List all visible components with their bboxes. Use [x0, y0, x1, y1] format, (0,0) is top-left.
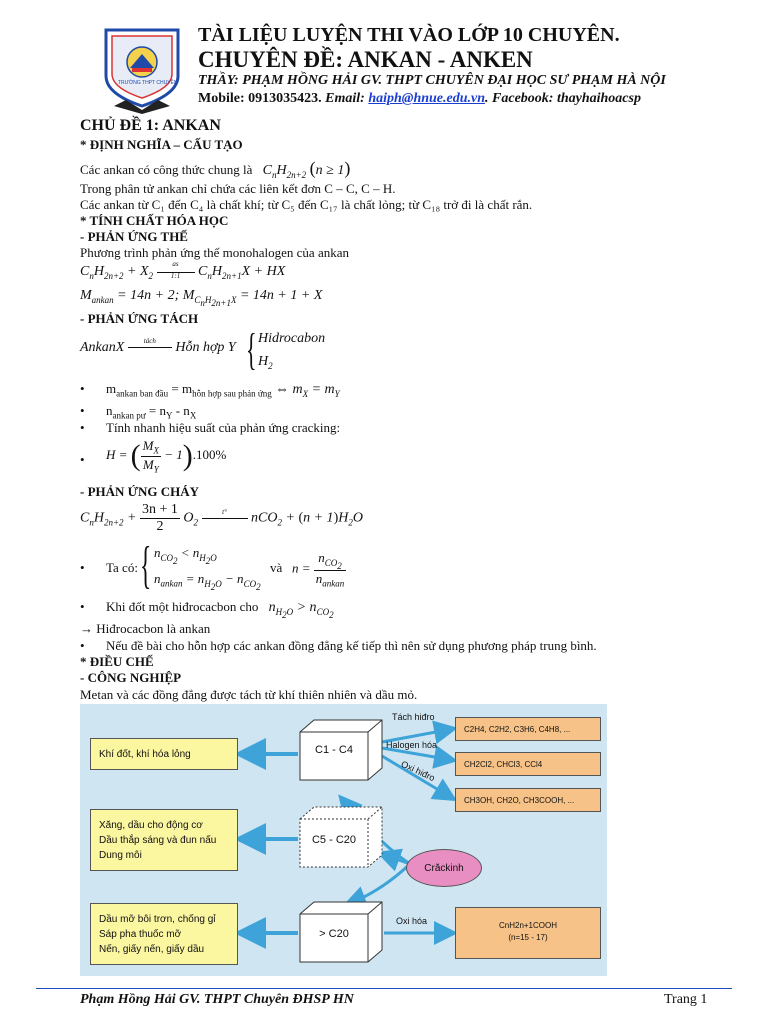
right-box-acids [455, 907, 601, 959]
label-halogenation: Halogen hóa [386, 740, 438, 750]
email-link[interactable]: haiph@hnue.edu.vn [368, 91, 486, 106]
right-box-acids-line2: (n=15 - 17) [508, 933, 548, 942]
combustion-condition: Khi đốt một hiđrocacbon cho $n_{H_2O} > n_{CO_2}$ [106, 599, 334, 620]
bullet-5-dot: • [80, 560, 85, 575]
right-box-acids-line1: CnH2n+1COOH [498, 921, 558, 930]
va-text: và [270, 560, 283, 575]
left-box-fuel-line1: Xăng, dầu cho động cơ [99, 820, 203, 831]
school-logo [100, 24, 184, 114]
product-h2: $H_2$ [258, 354, 273, 371]
page-number: Trang 1 [664, 992, 708, 1007]
general-formula: $C_nH_{2n+2}$ (n ≥ 1) [255, 158, 351, 180]
right-box-oxygenates [455, 788, 601, 812]
facebook-text: . Facebook: thayhaihoacsp [485, 91, 641, 106]
teacher-line: THẦY: PHẠM HỒNG HẢI GV. THPT CHUYÊN ĐẠI HỌC SƯ PHẠM HÀ NỘI [198, 73, 666, 88]
doc-subtitle: CHUYÊN ĐỀ: ANKAN - ANKEN [198, 47, 533, 72]
chapter-heading: CHỦ ĐỀ 1: ANKAN [80, 117, 221, 134]
h2-symbol: H [258, 354, 269, 369]
brace-2: { [140, 537, 152, 594]
footer-divider [36, 988, 732, 989]
general-formula-text: Các ankan có công thức chung là [80, 162, 253, 177]
bullet-4-dot: • [80, 452, 85, 467]
bullet-1-dot: • [80, 381, 85, 396]
bullet-2-dot: • [80, 403, 85, 418]
substitution-equation: $C_nH_{2n+2} + X_2$ $\frac{as}{1:1}$ $C_nH_{2n+1}X$ + HX [80, 260, 286, 281]
preparation-heading: * ĐIỀU CHẾ [80, 654, 154, 669]
cracking-yield-text: Tính nhanh hiệu suất của phản ứng cracking: [106, 420, 341, 435]
cracking-ellipse [406, 849, 482, 887]
doc-title: TÀI LIỆU LUYỆN THI VÀO LỚP 10 CHUYÊN. [198, 24, 620, 46]
bullet-3-dot: • [80, 420, 85, 435]
left-box-gas [90, 738, 238, 770]
contact-line [198, 91, 641, 107]
refining-diagram [80, 704, 607, 976]
left-box-lubricant [90, 903, 238, 965]
ta-co-text: Ta có: [106, 560, 138, 575]
combustion-equation: $C_nH_{2n+2}$ + $\frac{3n + 1}{2}$ $O_2$ t° $nCO_2 + (n + 1)H_2O$ [80, 502, 363, 534]
brace-symbol: { [246, 325, 257, 374]
left-box-fuel-line2: Dầu thắp sáng và đun nấu [99, 835, 217, 846]
bond-text: Trong phân tử ankan chỉ chứa các liên kết đơn C – C, C – H. [80, 181, 396, 196]
combustion-condition-text: Khi đốt một hiđrocacbon cho [106, 599, 259, 614]
n-average: n = $\frac{n_{CO_2}}{n_{ankan}}$ [292, 550, 345, 589]
bullet-7-dot: • [80, 638, 85, 653]
label-oxidation: Oxi hóa [396, 916, 428, 926]
elimination-heading: - PHẢN ỨNG TÁCH [80, 311, 199, 326]
general-formula-line [80, 158, 350, 180]
molar-mass-equation: $M_{ankan} = 14n + 2$; $M_{C_nH_{2n+1}X} = 14n + 1 + X$ [80, 288, 323, 308]
left-box-fuel-line3: Dung môi [99, 850, 142, 861]
right-box-alkenes [455, 717, 601, 741]
elimination-equation: AnkanX tách Hỗn hợp Y [80, 337, 236, 355]
label-oxidation-h: Oxi hiđro [399, 758, 437, 784]
cube-c1-c4-label: C1 - C4 [315, 744, 353, 756]
product-hydrocarbon: Hidrocabon [258, 331, 326, 346]
right-box-oxygenates-text: CH3OH, CH2O, CH3COOH, ... [464, 795, 575, 805]
substitution-text: Phương trình phản ứng thế monohalogen của ankan [80, 245, 349, 260]
alkane-moles: $n_{ankan} = n_{H_2O} - n_{CO_2}$ [154, 571, 261, 592]
cracking-label: Crăckinh [424, 862, 464, 874]
logo-text: TRƯỜNG THPT CHUYÊN [118, 80, 178, 86]
left-box-lub-line1: Dầu mỡ bôi trơn, chống gỉ [99, 914, 216, 925]
combustion-heading: - PHẢN ỨNG CHÁY [80, 484, 200, 499]
industry-heading: - CÔNG NGHIỆP [80, 670, 182, 685]
mobile-text: Mobile: 0913035423. [198, 91, 322, 106]
left-box-gas-text: Khí đốt, khí hóa lỏng [99, 748, 191, 760]
bullet-6-dot: • [80, 599, 85, 614]
average-method-text: Nếu đề bài cho hỗn hợp các ankan đồng đẳng kế tiếp thì nên sử dụng phương pháp trung bình. [106, 638, 597, 653]
email-label: Email: [321, 91, 369, 106]
yield-formula: H = ( $\frac{M_X}{M_Y}$ − 1).100% [106, 438, 227, 475]
cube-gt-c20-label: > C20 [319, 928, 349, 940]
methane-text: Metan và các đồng đẳng được tách từ khí thiên nhiên và dầu mỏ. [80, 687, 418, 702]
chem-props-heading: * TÍNH CHẤT HÓA HỌC [80, 213, 229, 228]
state-text: Các ankan từ C₁ đến C₄ là chất khí; từ C₅ đến C₁₇ là chất lỏng; từ C₁₈ trở đi là chất rắn. [80, 197, 533, 212]
definition-heading: * ĐỊNH NGHĨA – CẤU TẠO [80, 137, 243, 152]
label-dehydrogenation: Tách hiđro [392, 712, 435, 722]
mole-relation: $n_{ankan pư} = n_Y - n_X$ [106, 403, 197, 421]
right-box-chlorides [455, 752, 601, 776]
left-box-lub-line2: Sáp pha thuốc mỡ [99, 929, 182, 940]
mass-conservation: $m_{ankan ban đầu} = m_{hỗn hợp sau phản ứng}$ ⇔ $m_X = m_Y$ [106, 381, 340, 399]
left-box-fuel [90, 809, 238, 871]
mole-inequality: $n_{CO_2} < n_{H_2O}$ [154, 545, 217, 566]
left-box-lub-line3: Nến, giấy nến, giấy dầu [99, 944, 205, 955]
cube-c5-c20-label: C5 - C20 [311, 834, 357, 846]
footer-author: Phạm Hồng Hải GV. THPT Chuyên ĐHSP HN [80, 992, 354, 1007]
substitution-heading: - PHẢN ỨNG THẾ [80, 229, 188, 244]
right-box-chlorides-text: CH2Cl2, CHCl3, CCl4 [464, 759, 543, 769]
conclusion-text: → Hiđrocacbon là ankan [80, 621, 211, 636]
right-box-alkenes-text: C2H4, C2H2, C3H6, C4H8, ... [464, 724, 571, 734]
